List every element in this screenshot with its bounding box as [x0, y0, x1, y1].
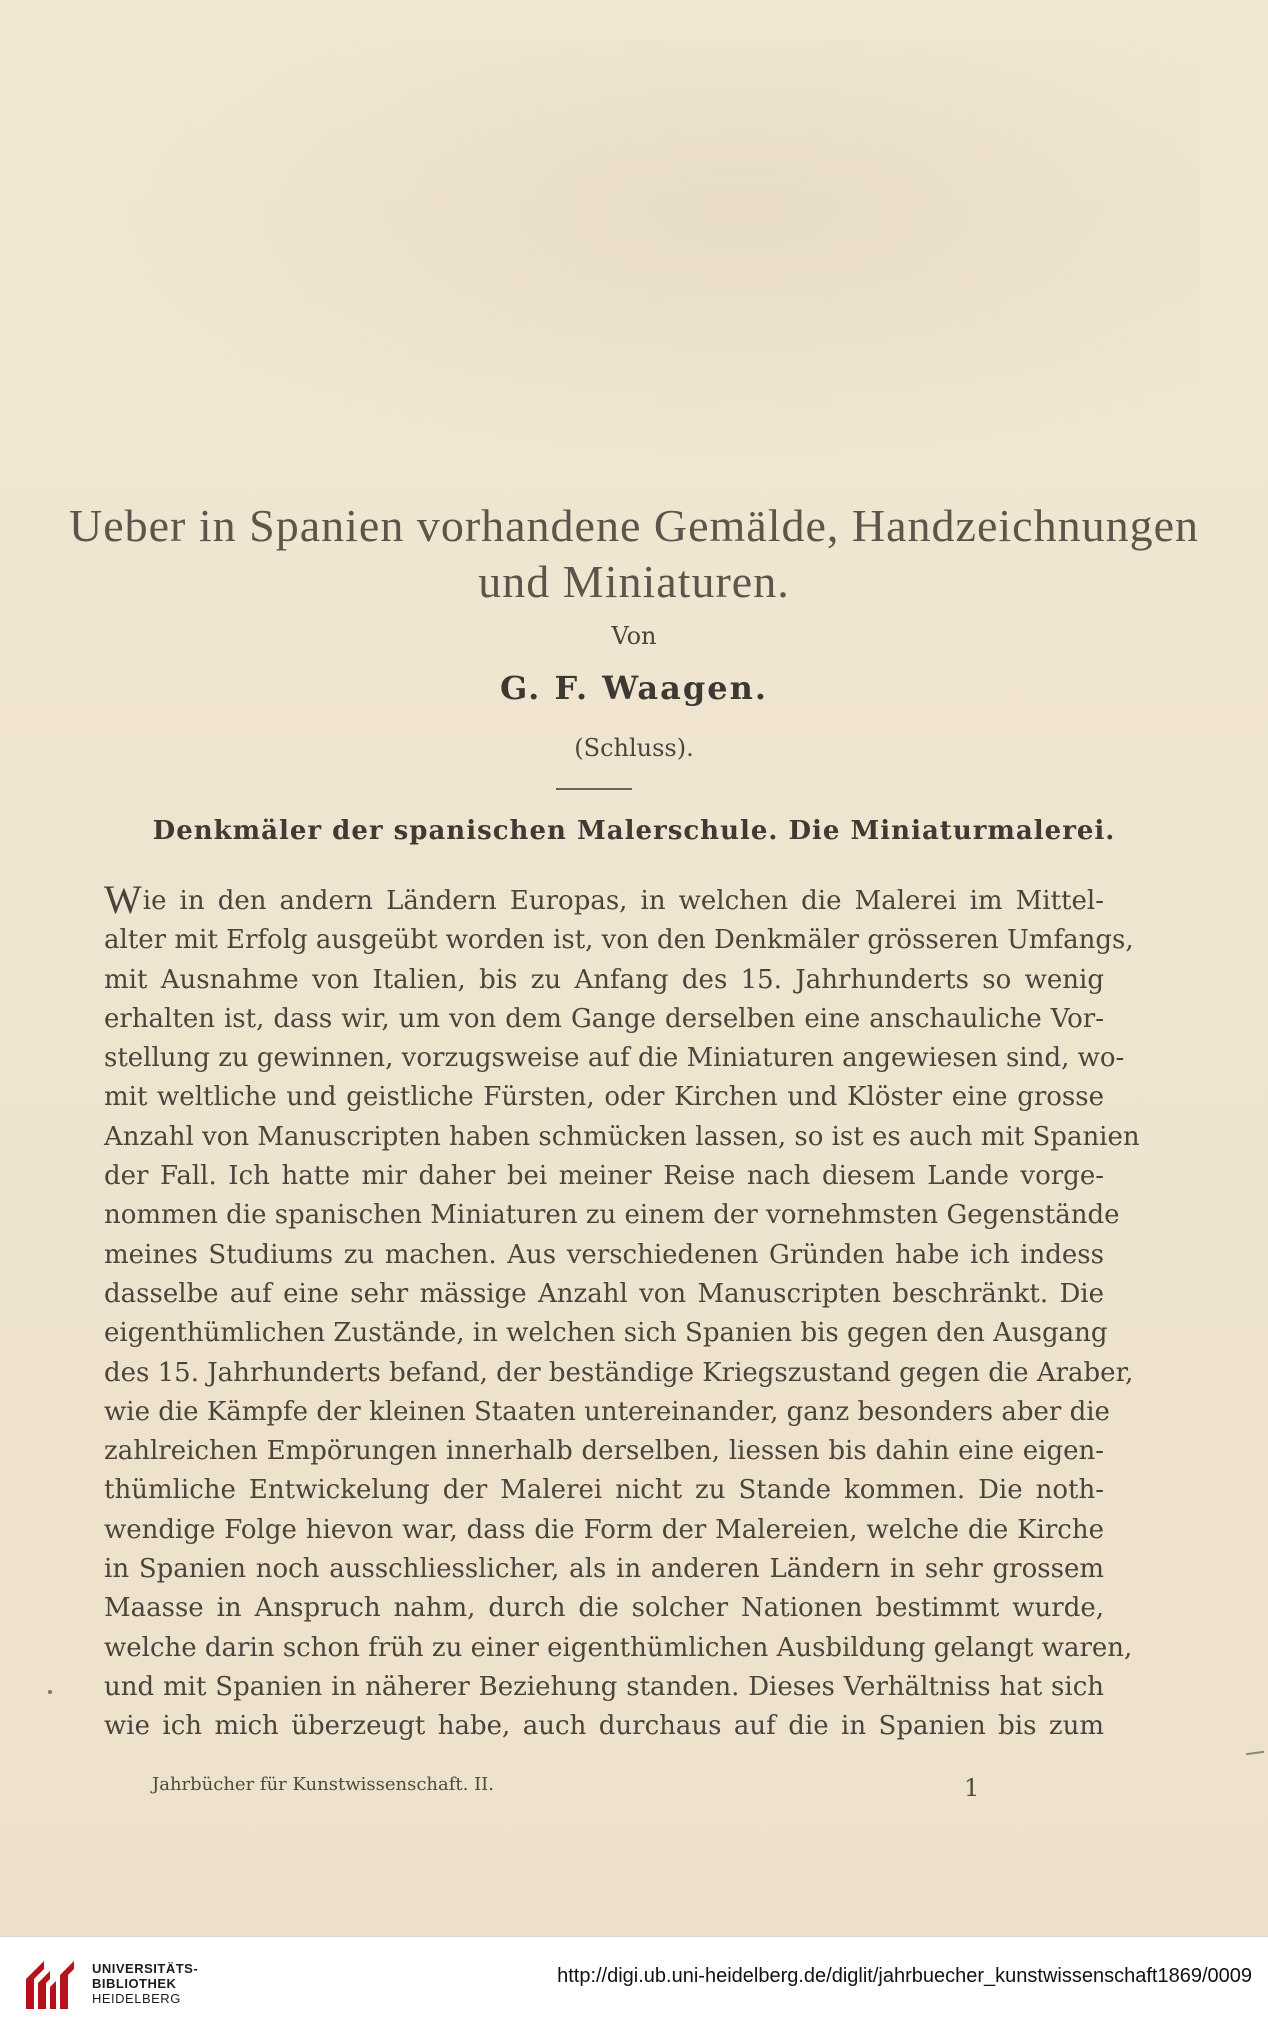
- byline-von: Von: [611, 622, 657, 650]
- margin-dot: [48, 1690, 52, 1694]
- body-line: nommen die spanischen Miniaturen zu einem der vornehmsten Gegenstände: [104, 1200, 1120, 1231]
- margin-mark: [1246, 1751, 1264, 1755]
- body-line: wie die Kämpfe der kleinen Staaten untereinander, ganz besonders aber die: [104, 1396, 1110, 1427]
- heidelberg-library-logo-icon[interactable]: [20, 1955, 80, 2015]
- page-number: 1: [964, 1774, 980, 1802]
- library-footer-bar: [0, 1936, 1268, 2034]
- library-name-line-3: HEIDELBERG: [92, 1991, 181, 2006]
- body-line: erhalten ist, dass wir, um von dem Gange derselben eine anschauliche Vor-: [104, 1003, 1104, 1034]
- library-name: [92, 1961, 198, 2006]
- body-line: Maasse in Anspruch nahm, durch die solcher Nationen bestimmt wurde,: [104, 1593, 1104, 1624]
- body-line: der Fall. Ich hatte mir daher bei meiner Reise nach diesem Lande vorge-: [104, 1161, 1104, 1192]
- library-name-line-1: UNIVERSITÄTS-: [92, 1961, 199, 1976]
- article-title-line-2: und Miniaturen.: [478, 556, 790, 607]
- journal-footer: Jahrbücher für Kunstwissenschaft. II.: [152, 1774, 495, 1795]
- body-line: eigenthümlichen Zustände, in welchen sich Spanien bis gegen den Ausgang: [104, 1318, 1108, 1349]
- body-line: welche darin schon früh zu einer eigenthümlichen Ausbildung gelangt waren,: [104, 1632, 1133, 1663]
- library-name-line-2: BIBLIOTHEK: [92, 1976, 177, 1991]
- title-divider-rule: [556, 788, 632, 790]
- body-line: alter mit Erfolg ausgeübt worden ist, von den Denkmäler grösseren Umfangs,: [104, 925, 1134, 956]
- bleed-through-shadow: [60, 40, 1200, 460]
- drop-cap: W: [104, 877, 142, 922]
- article-title: [0, 498, 1268, 610]
- article-title-line-1: Ueber in Spanien vorhandene Gemälde, Handzeichnungen: [68, 500, 1200, 551]
- body-line: dasselbe auf eine sehr mässige Anzahl von Manuscripten beschränkt. Die: [104, 1278, 1104, 1309]
- section-heading: Denkmäler der spanischen Malerschule. Die Miniaturmalerei.: [152, 816, 1116, 846]
- body-line: zahlreichen Empörungen innerhalb derselben, liessen bis dahin eine eigen-: [104, 1436, 1104, 1467]
- body-line: stellung zu gewinnen, vorzugsweise auf die Miniaturen angewiesen sind, wo-: [104, 1043, 1125, 1074]
- body-line: des 15. Jahrhunderts befand, der beständige Kriegszustand gegen die Araber,: [104, 1357, 1134, 1388]
- body-line: wie ich mich überzeugt habe, auch durchaus auf die in Spanien bis zum: [104, 1711, 1104, 1742]
- body-line: in Spanien noch ausschliesslicher, als in anderen Ländern in sehr grossem: [104, 1554, 1104, 1585]
- body-line: Anzahl von Manuscripten haben schmücken lassen, so ist es auch mit Spanien: [104, 1121, 1140, 1152]
- body-paragraph: [104, 877, 1140, 1747]
- body-line: [104, 877, 1104, 922]
- body-line-text: ie in den andern Ländern Europas, in welchen die Malerei im Mittel-: [142, 886, 1104, 916]
- article-subtitle: (Schluss).: [574, 734, 694, 762]
- body-line: mit Ausnahme von Italien, bis zu Anfang des 15. Jahrhunderts so wenig: [104, 964, 1104, 995]
- body-line: mit weltliche und geistliche Fürsten, oder Kirchen und Klöster eine grosse: [104, 1082, 1104, 1113]
- body-line: und mit Spanien in näherer Beziehung standen. Dieses Verhältniss hat sich: [104, 1671, 1104, 1702]
- permalink-url[interactable]: http://digi.ub.uni-heidelberg.de/diglit/jahrbuecher_kunstwissenschaft1869/0009: [557, 1965, 1252, 1987]
- body-line: wendige Folge hievon war, dass die Form der Malereien, welche die Kirche: [104, 1514, 1104, 1545]
- body-line: meines Studiums zu machen. Aus verschiedenen Gründen habe ich indess: [104, 1239, 1104, 1270]
- body-line: thümliche Entwickelung der Malerei nicht zu Stande kommen. Die noth-: [104, 1475, 1104, 1506]
- author-name: G. F. Waagen.: [499, 669, 768, 707]
